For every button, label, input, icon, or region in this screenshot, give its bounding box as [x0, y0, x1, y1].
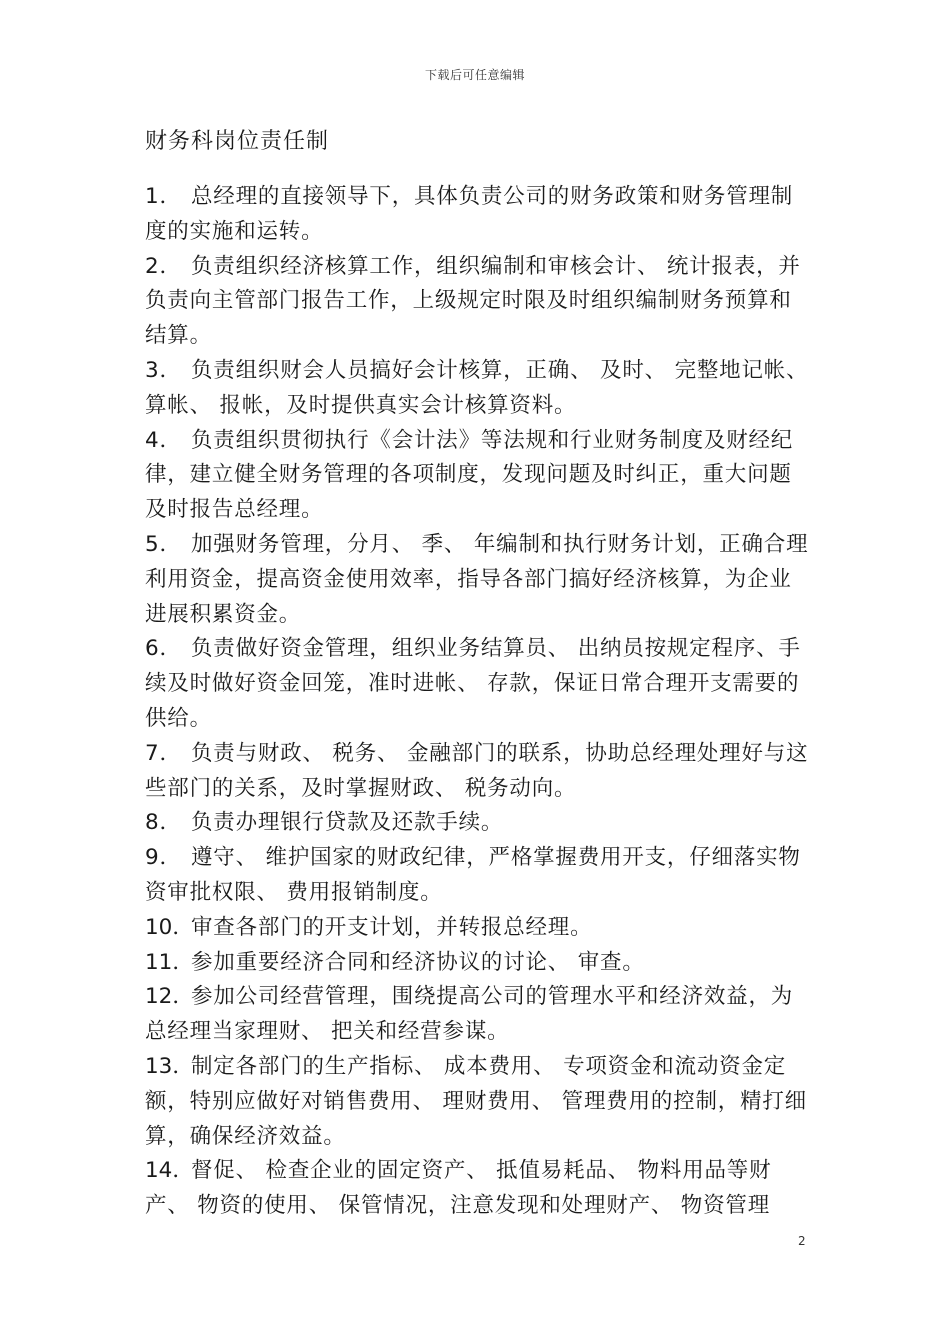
clause-item [145, 528, 809, 632]
clause-text: 督促、 检查企业的固定资产、 抵值易耗品、 物料用品等财产、 物资的使用、 保管情况，注意发现和处理财产、 物资管理 [145, 1158, 772, 1219]
clause-item [145, 1050, 809, 1154]
clause-number: 2． [145, 253, 182, 279]
clause-list [145, 180, 809, 1224]
clause-item [145, 632, 809, 736]
clause-text: 负责做好资金管理，组织业务结算员、 出纳员按规定程序、手续及时做好资金回笼，准时进帐、 存款，保证日常合理开支需要的供给。 [145, 636, 801, 731]
clause-text: 审查各部门的开支计划，并转报总经理。 [191, 914, 593, 940]
clause-number: 12． [145, 984, 194, 1010]
clause-item [145, 911, 809, 946]
clause-number: 10． [145, 914, 194, 940]
clause-item [145, 354, 809, 424]
clause-item [145, 424, 809, 528]
clause-text: 总经理的直接领导下，具体负责公司的财务政策和财务管理制度的实施和运转。 [145, 184, 794, 244]
clause-text: 负责办理银行贷款及还款手续。 [191, 810, 504, 836]
clause-number: 9． [145, 845, 182, 871]
clause-item [145, 841, 809, 911]
clause-number: 3． [145, 357, 182, 383]
clause-number: 5． [145, 531, 182, 557]
clause-text: 负责组织经济核算工作，组织编制和审核会计、 统计报表，并负责向主管部门报告工作，上级规定时限及时组织编制财务预算和结算。 [145, 253, 801, 349]
clause-text: 加强财务管理，分月、 季、 年编制和执行财务计划，正确合理利用资金，提高资金使用效率，指导各部门搞好经济核算，为企业进展积累资金。 [145, 531, 809, 627]
clause-item [145, 980, 809, 1050]
clause-text: 制定各部门的生产指标、 成本费用、 专项资金和流动资金定额，特别应做好对销售费用、 理财费用、 管理费用的控制，精打细算，确保经济效益。 [145, 1053, 807, 1149]
clause-item [145, 737, 809, 807]
clause-number: 6． [145, 636, 182, 662]
clause-number: 14． [145, 1158, 194, 1184]
clause-number: 4． [145, 427, 182, 453]
clause-item [145, 806, 809, 841]
clause-number: 7． [145, 740, 182, 766]
clause-number: 11． [145, 949, 194, 975]
document-title: 财务科岗位责任制 [145, 129, 330, 154]
clause-item [145, 1154, 809, 1224]
clause-text: 参加重要经济合同和经济协议的讨论、 审查。 [191, 949, 645, 975]
clause-text: 遵守、 维护国家的财政纪律，严格掌握费用开支，仔细落实物资审批权限、 费用报销制度。 [145, 845, 801, 905]
clause-item [145, 946, 809, 981]
clause-text: 参加公司经营管理，围绕提高公司的管理水平和经济效益，为总经理当家理财、 把关和经营参谋。 [145, 984, 794, 1045]
clause-number: 13． [145, 1053, 194, 1079]
page-number: 2 [798, 1234, 806, 1248]
clause-item [145, 180, 809, 250]
clause-text: 负责与财政、 税务、 金融部门的联系，协助总经理处理好与这些部门的关系，及时掌握财政、 税务动向。 [145, 740, 809, 801]
clause-text: 负责组织财会人员搞好会计核算，正确、 及时、 完整地记帐、 算帐、 报帐，及时提供真实会计核算资料。 [145, 357, 809, 418]
clause-item [145, 250, 809, 354]
clause-number: 1． [145, 184, 182, 209]
clause-text: 负责组织贯彻执行《会计法》等法规和行业财务制度及财经纪律，建立健全财务管理的各项制度，发现问题及时纠正，重大问题及时报告总经理。 [145, 427, 794, 523]
header-note: 下载后可任意编辑 [424, 68, 525, 82]
clause-number: 8． [145, 810, 182, 836]
